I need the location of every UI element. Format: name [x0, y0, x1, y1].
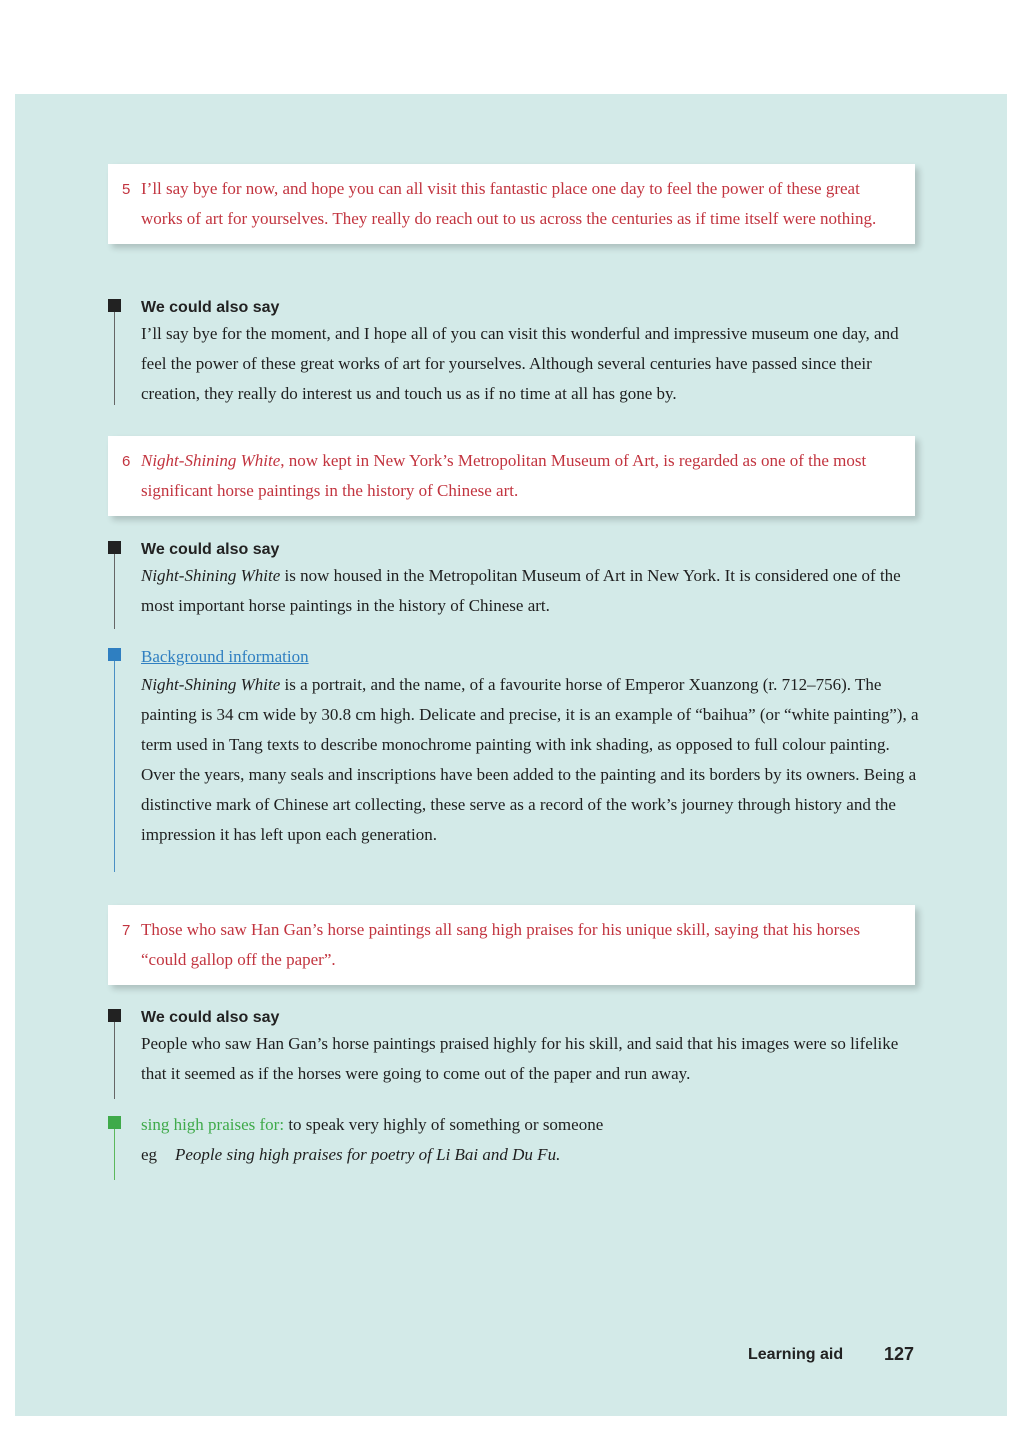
- example-text: People sing high praises for poetry of Li Bai and Du Fu.: [175, 1145, 561, 1164]
- quote-rest: , now kept in New York’s Metropolitan Museum of Art, is regarded as one of the most significant horse paintings in the history of Chinese art.: [141, 451, 867, 500]
- also-say-note-6: [114, 539, 914, 629]
- also-say-note-5: [114, 297, 914, 407]
- background-paragraph-1: [141, 670, 921, 760]
- vocab-line: [141, 1110, 921, 1140]
- example-prefix: eg: [141, 1145, 158, 1164]
- note-rest: is now housed in the Metropolitan Museum of Art in New York. It is considered one of the most important horse paintings in the history of Chinese art.: [141, 566, 901, 615]
- quote-number: 5: [122, 181, 131, 198]
- note-bar: [114, 305, 115, 405]
- note-heading: We could also say: [141, 541, 280, 558]
- painting-title: Night-Shining White: [141, 675, 281, 694]
- also-say-note-7: [114, 1007, 914, 1097]
- note-marker: [108, 648, 121, 661]
- example-line: [141, 1140, 921, 1170]
- note-bar: [114, 1015, 115, 1099]
- footer-label: Learning aid: [748, 1346, 844, 1363]
- note-marker: [108, 299, 121, 312]
- page-number: 127: [884, 1344, 915, 1364]
- note-body: [141, 561, 921, 621]
- quote-text: Those who saw Han Gan’s horse paintings all sang high praises for his unique skill, saying that his horses “could gallop off the paper”.: [141, 920, 861, 969]
- painting-title: Night-Shining White: [141, 451, 281, 470]
- note-marker: [108, 1116, 121, 1129]
- painting-title: Night-Shining White: [141, 566, 281, 585]
- quote-box-6: [108, 436, 915, 516]
- vocab-term: sing high praises for:: [141, 1115, 285, 1134]
- quote-text: I’ll say bye for now, and hope you can all visit this fantastic place one day to feel the power of these great works of art for yourselves. They really do reach out to us across the centuries as if time itself were nothing.: [141, 179, 877, 228]
- note-body: I’ll say bye for the moment, and I hope all of you can visit this wonderful and impressive museum one day, and feel the power of these great works of art for yourselves. Although several centuries have passed since their creation, they really do interest us and touch us as if no time at all has gone by.: [141, 324, 899, 403]
- note-bar: [114, 654, 115, 872]
- quote-number: 7: [122, 922, 131, 939]
- quote-text: [141, 446, 885, 506]
- vocab-body: [141, 1110, 921, 1170]
- quote-box-5: [108, 164, 915, 244]
- note-heading: We could also say: [141, 1009, 280, 1026]
- vocab-definition: to speak very highly of something or someone: [284, 1115, 604, 1134]
- quote-number: 6: [122, 453, 131, 470]
- note-body: People who saw Han Gan’s horse paintings praised highly for his skill, and said that his images were so lifelike that it seemed as if the horses were going to come out of the paper and run away.: [141, 1034, 899, 1083]
- note-marker: [108, 541, 121, 554]
- note-bar: [114, 1122, 115, 1180]
- background-body: [141, 670, 921, 850]
- note-bar: [114, 547, 115, 629]
- paragraph-rest: is a portrait, and the name, of a favourite horse of Emperor Xuanzong (r. 712–756). The painting is 34 cm wide by 30.8 cm high. Delicate and precise, it is an example of “baihua” (or “white painting”), a term used in Tang texts to describe monochrome painting with ink shading, as opposed to full colour painting.: [141, 675, 919, 754]
- note-heading: We could also say: [141, 299, 280, 316]
- quote-box-7: [108, 905, 915, 985]
- background-heading: Background information: [141, 647, 309, 666]
- background-info-note: [114, 646, 919, 876]
- vocab-note: [114, 1114, 914, 1178]
- background-paragraph-2: Over the years, many seals and inscriptions have been added to the painting and its borders by its owners. Being a distinctive mark of Chinese art collecting, these serve as a record of the work’s journey through history and the impression it has left upon each generation.: [141, 765, 917, 844]
- note-marker: [108, 1009, 121, 1022]
